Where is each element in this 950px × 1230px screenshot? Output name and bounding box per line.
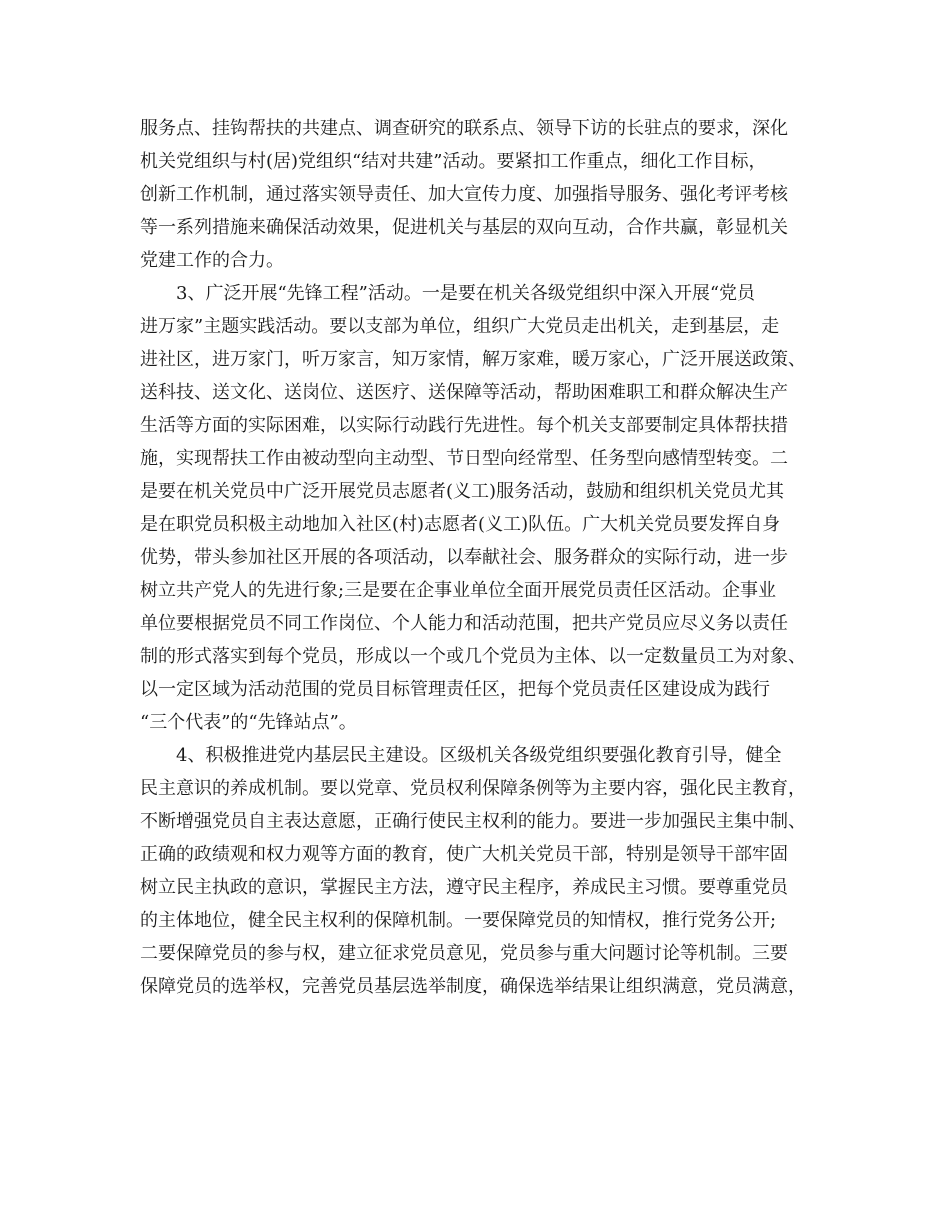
text-line: “三个代表”的“先锋站点”。 [140, 712, 357, 733]
text-line: 正确的政绩观和权力观等方面的教育，使广大机关党员干部，特别是领导干部牢固 [140, 844, 788, 865]
text-line: 优势，带头参加社区开展的各项活动，以奉献社会、服务群众的实际行动，进一步 [140, 547, 788, 568]
text-line: 进万家”主题实践活动。要以支部为单位，组织广大党员走出机关，走到基层，走 [140, 316, 780, 337]
text-line: 制的形式落实到每个党员，形成以一个或几个党员为主体、以一定数量员工为对象、 [140, 646, 806, 667]
text-line: 等一系列措施来确保活动效果，促进机关与基层的双向互动，合作共赢，彰显机关 [140, 217, 788, 238]
text-line: 党建工作的合力。 [140, 250, 284, 271]
text-line: 的主体地位，健全民主权利的保障机制。一要保障党员的知情权，推行党务公开; [140, 910, 777, 931]
text-line: 生活等方面的实际困难，以实际行动践行先进性。每个机关支部要制定具体帮扶措 [140, 415, 788, 436]
text-line: 树立民主执政的意识，掌握民主方法，遵守民主程序，养成民主习惯。要尊重党员 [140, 877, 788, 898]
text-line: 机关党组织与村(居)党组织“结对共建”活动。要紧扣工作重点，细化工作目标， [140, 151, 767, 172]
text-line: 不断增强党员自主表达意愿，正确行使民主权利的能力。要进一步加强民主集中制、 [140, 811, 806, 832]
text-line: 以一定区域为活动范围的党员目标管理责任区，把每个党员责任区建设成为践行 [140, 679, 770, 700]
text-line: 施，实现帮扶工作由被动型向主动型、节日型向经常型、任务型向感情型转变。二 [140, 448, 788, 469]
text-line: 服务点、挂钩帮扶的共建点、调查研究的联系点、领导下访的长驻点的要求，深化 [140, 118, 788, 139]
text-line: 是在职党员积极主动地加入社区(村)志愿者(义工)队伍。广大机关党员要发挥自身 [140, 514, 781, 535]
text-line: 4、积极推进党内基层民主建设。区级机关各级党组织要强化教育引导，健全 [140, 745, 782, 766]
text-line: 保障党员的选举权，完善党员基层选举制度，确保选举结果让组织满意，党员满意， [140, 976, 806, 997]
text-line: 进社区，进万家门，听万家言，知万家情，解万家难，暖万家心，广泛开展送政策、 [140, 349, 806, 370]
text-line: 二要保障党员的参与权，建立征求党员意见，党员参与重大问题讨论等机制。三要 [140, 943, 788, 964]
text-line: 树立共产党人的先进行象;三是要在企事业单位全面开展党员责任区活动。企事业 [140, 580, 777, 601]
body-text [140, 112, 830, 1003]
text-line: 创新工作机制，通过落实领导责任、加大宣传力度、加强指导服务、强化考评考核 [140, 184, 788, 205]
text-line: 是要在机关党员中广泛开展党员志愿者(义工)服务活动，鼓励和组织机关党员尤其 [140, 481, 785, 502]
text-line: 送科技、送文化、送岗位、送医疗、送保障等活动，帮助困难职工和群众解决生产 [140, 382, 788, 403]
text-line: 单位要根据党员不同工作岗位、个人能力和活动范围，把共产党员应尽义务以责任 [140, 613, 788, 634]
text-line: 民主意识的养成机制。要以党章、党员权利保障条例等为主要内容，强化民主教育， [140, 778, 806, 799]
text-line: 3、广泛开展“先锋工程”活动。一是要在机关各级党组织中深入开展“党员 [140, 283, 756, 304]
